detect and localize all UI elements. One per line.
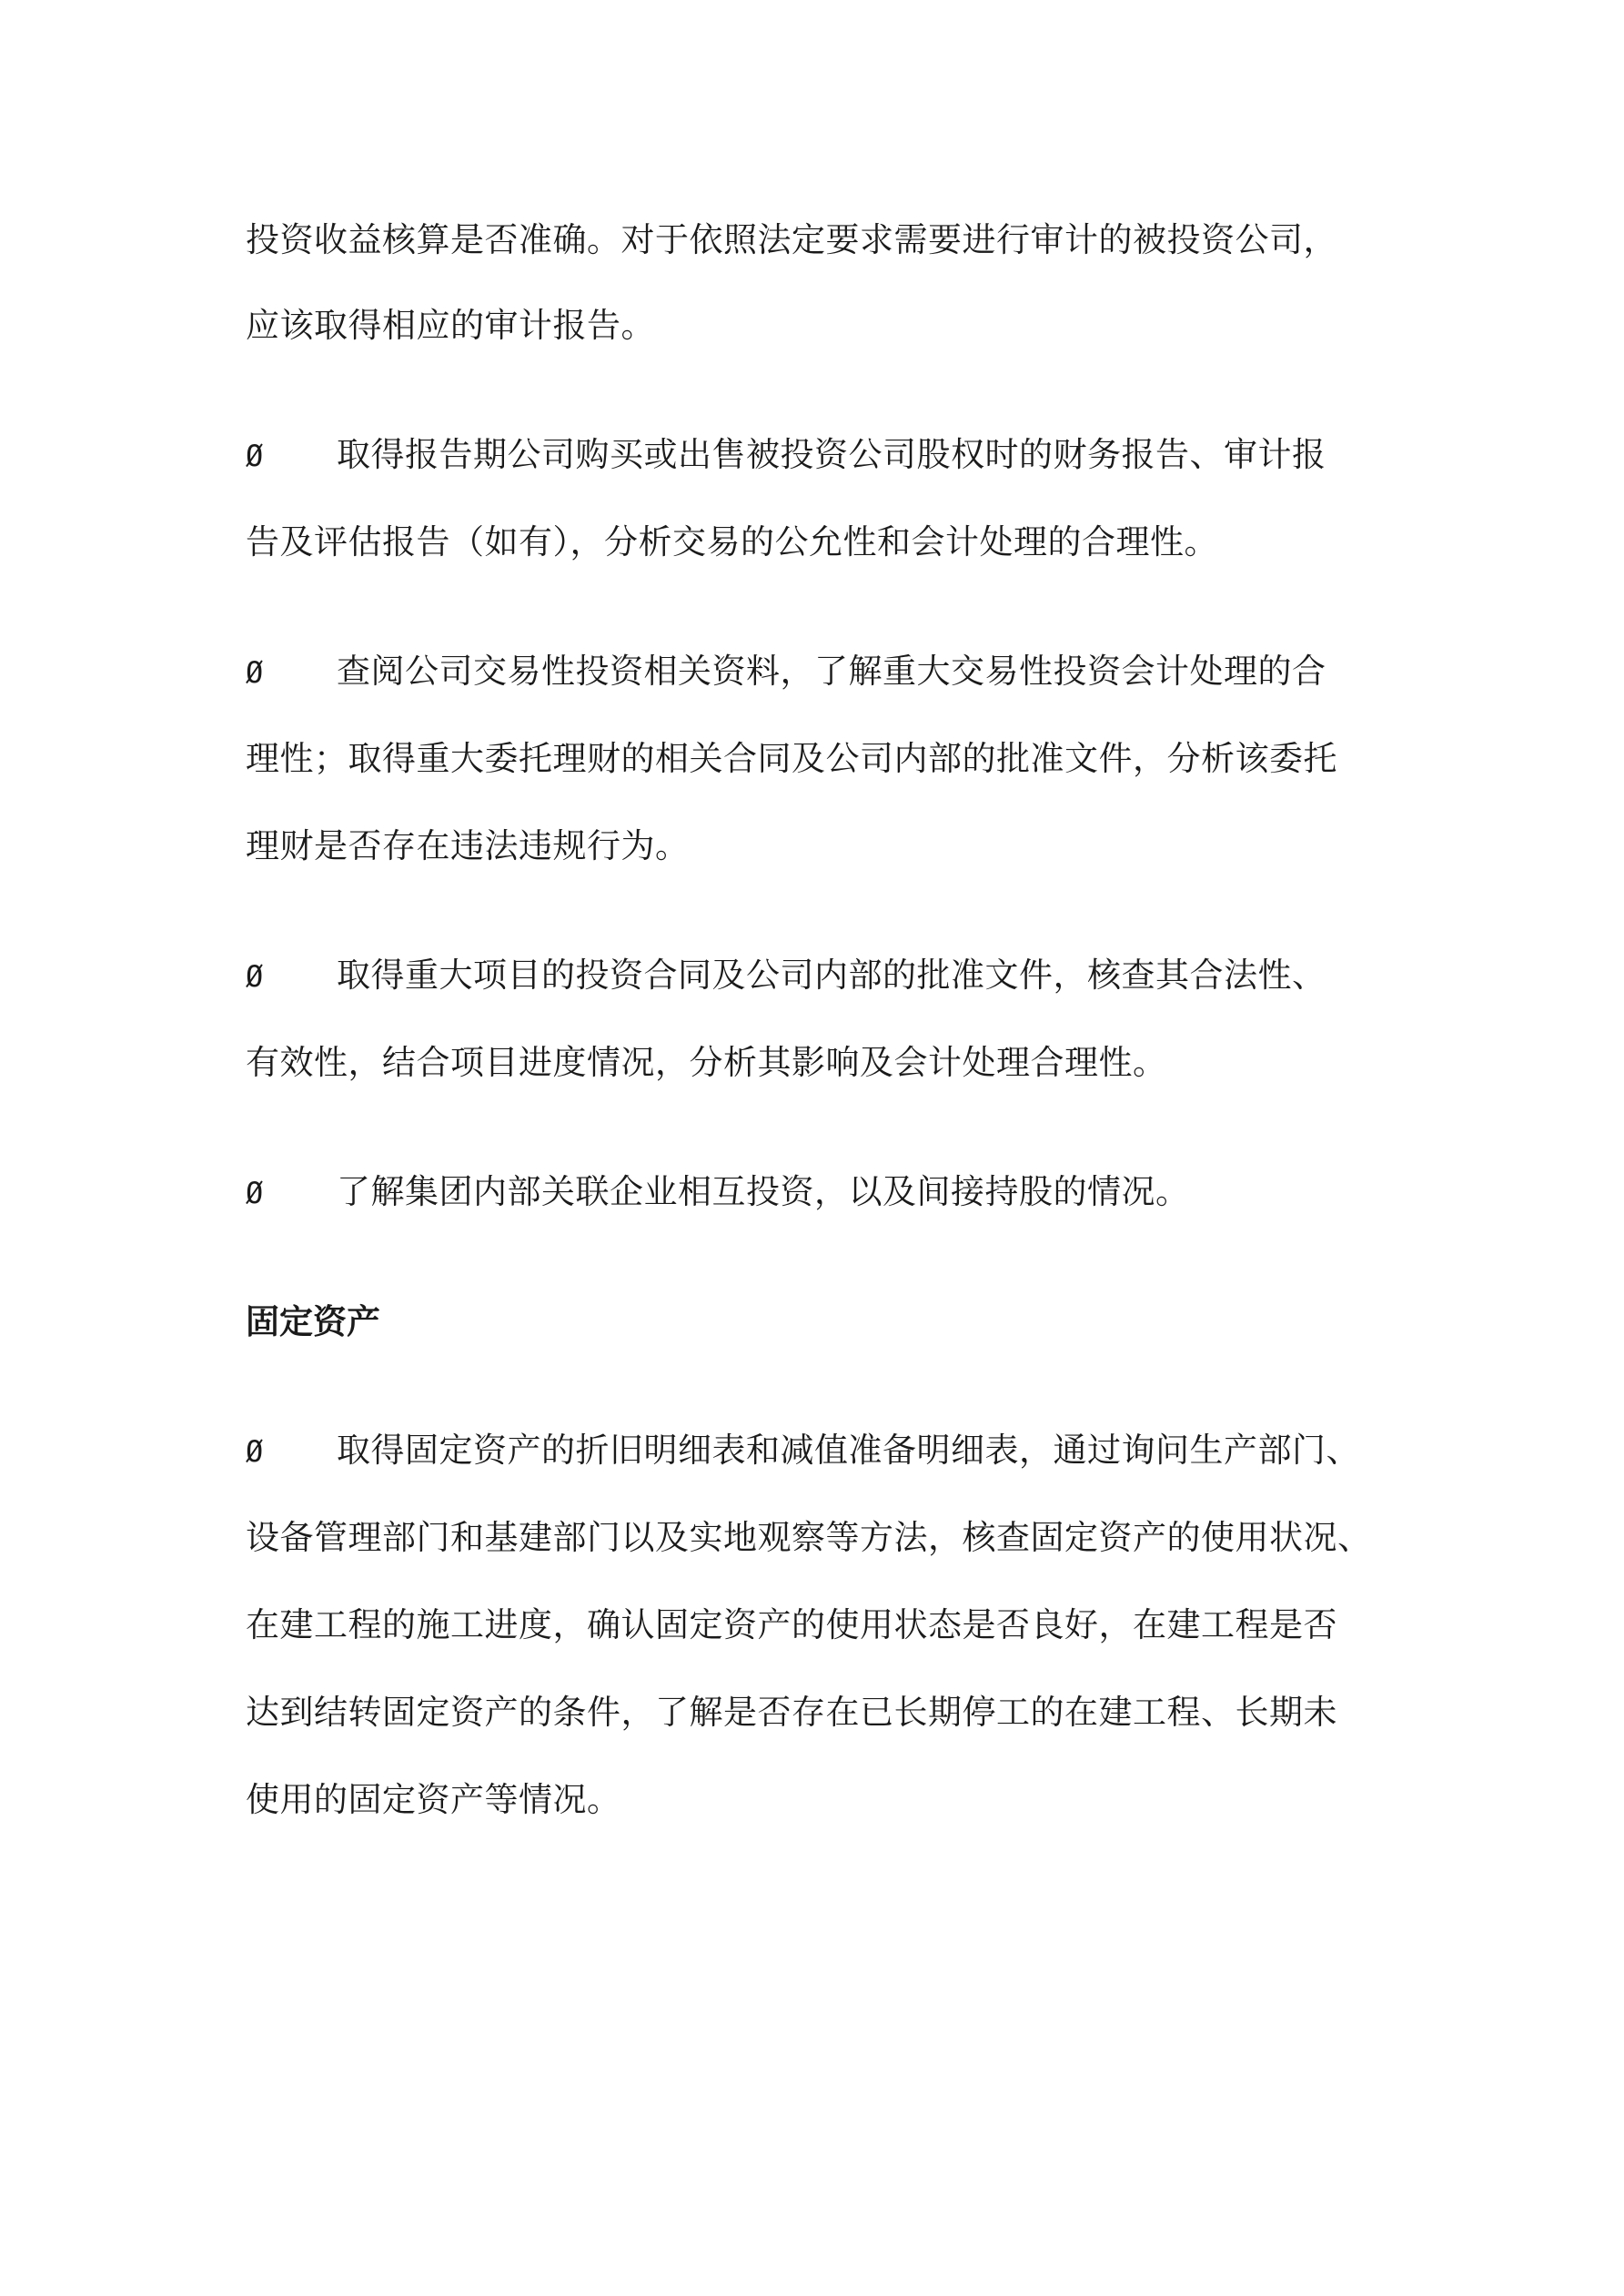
list-item-continuation: 达到结转固定资产的条件，了解是否存在已长期停工的在建工程、长期未 xyxy=(246,1693,1337,1732)
list-item-continuation: 理性；取得重大委托理财的相关合同及公司内部的批准文件，分析该委托 xyxy=(246,739,1337,778)
paragraph-line: 应该取得相应的审计报告。 xyxy=(246,306,655,345)
list-item xyxy=(246,954,1326,998)
list-item xyxy=(246,433,1326,478)
list-item xyxy=(246,1170,1190,1215)
bullet-marker: Ø xyxy=(246,439,264,473)
paragraph-line: 投资收益核算是否准确。对于依照法定要求需要进行审计的被投资公司， xyxy=(246,220,1337,259)
list-item-continuation: 告及评估报告（如有），分析交易的公允性和会计处理的合理性。 xyxy=(246,522,1218,561)
list-item-continuation: 使用的固定资产等情况。 xyxy=(246,1780,621,1819)
list-item xyxy=(246,650,1326,694)
list-item xyxy=(246,1429,1360,1473)
bullet-marker: Ø xyxy=(246,1434,264,1469)
bullet-marker: Ø xyxy=(246,655,264,690)
section-heading: 固定资产 xyxy=(246,1301,380,1341)
list-item-continuation: 设备管理部门和基建部门以及实地观察等方法，核查固定资产的使用状况、 xyxy=(246,1518,1372,1557)
list-item-continuation: 在建工程的施工进度，确认固定资产的使用状态是否良好，在建工程是否 xyxy=(246,1605,1337,1644)
list-item-continuation: 理财是否存在违法违规行为。 xyxy=(246,826,690,865)
list-item-text: 取得报告期公司购买或出售被投资公司股权时的财务报告、审计报 xyxy=(337,435,1326,474)
list-item-text: 取得重大项目的投资合同及公司内部的批准文件，核查其合法性、 xyxy=(337,956,1326,995)
list-item-text: 查阅公司交易性投资相关资料，了解重大交易性投资会计处理的合 xyxy=(337,652,1326,691)
list-item-text: 了解集团内部关联企业相互投资，以及间接持股的情况。 xyxy=(337,1172,1190,1211)
bullet-marker: Ø xyxy=(246,959,264,994)
list-item-continuation: 有效性，结合项目进度情况，分析其影响及会计处理合理性。 xyxy=(246,1043,1167,1082)
bullet-marker: Ø xyxy=(246,1176,264,1210)
list-item-text: 取得固定资产的折旧明细表和减值准备明细表，通过询问生产部门、 xyxy=(337,1431,1360,1470)
